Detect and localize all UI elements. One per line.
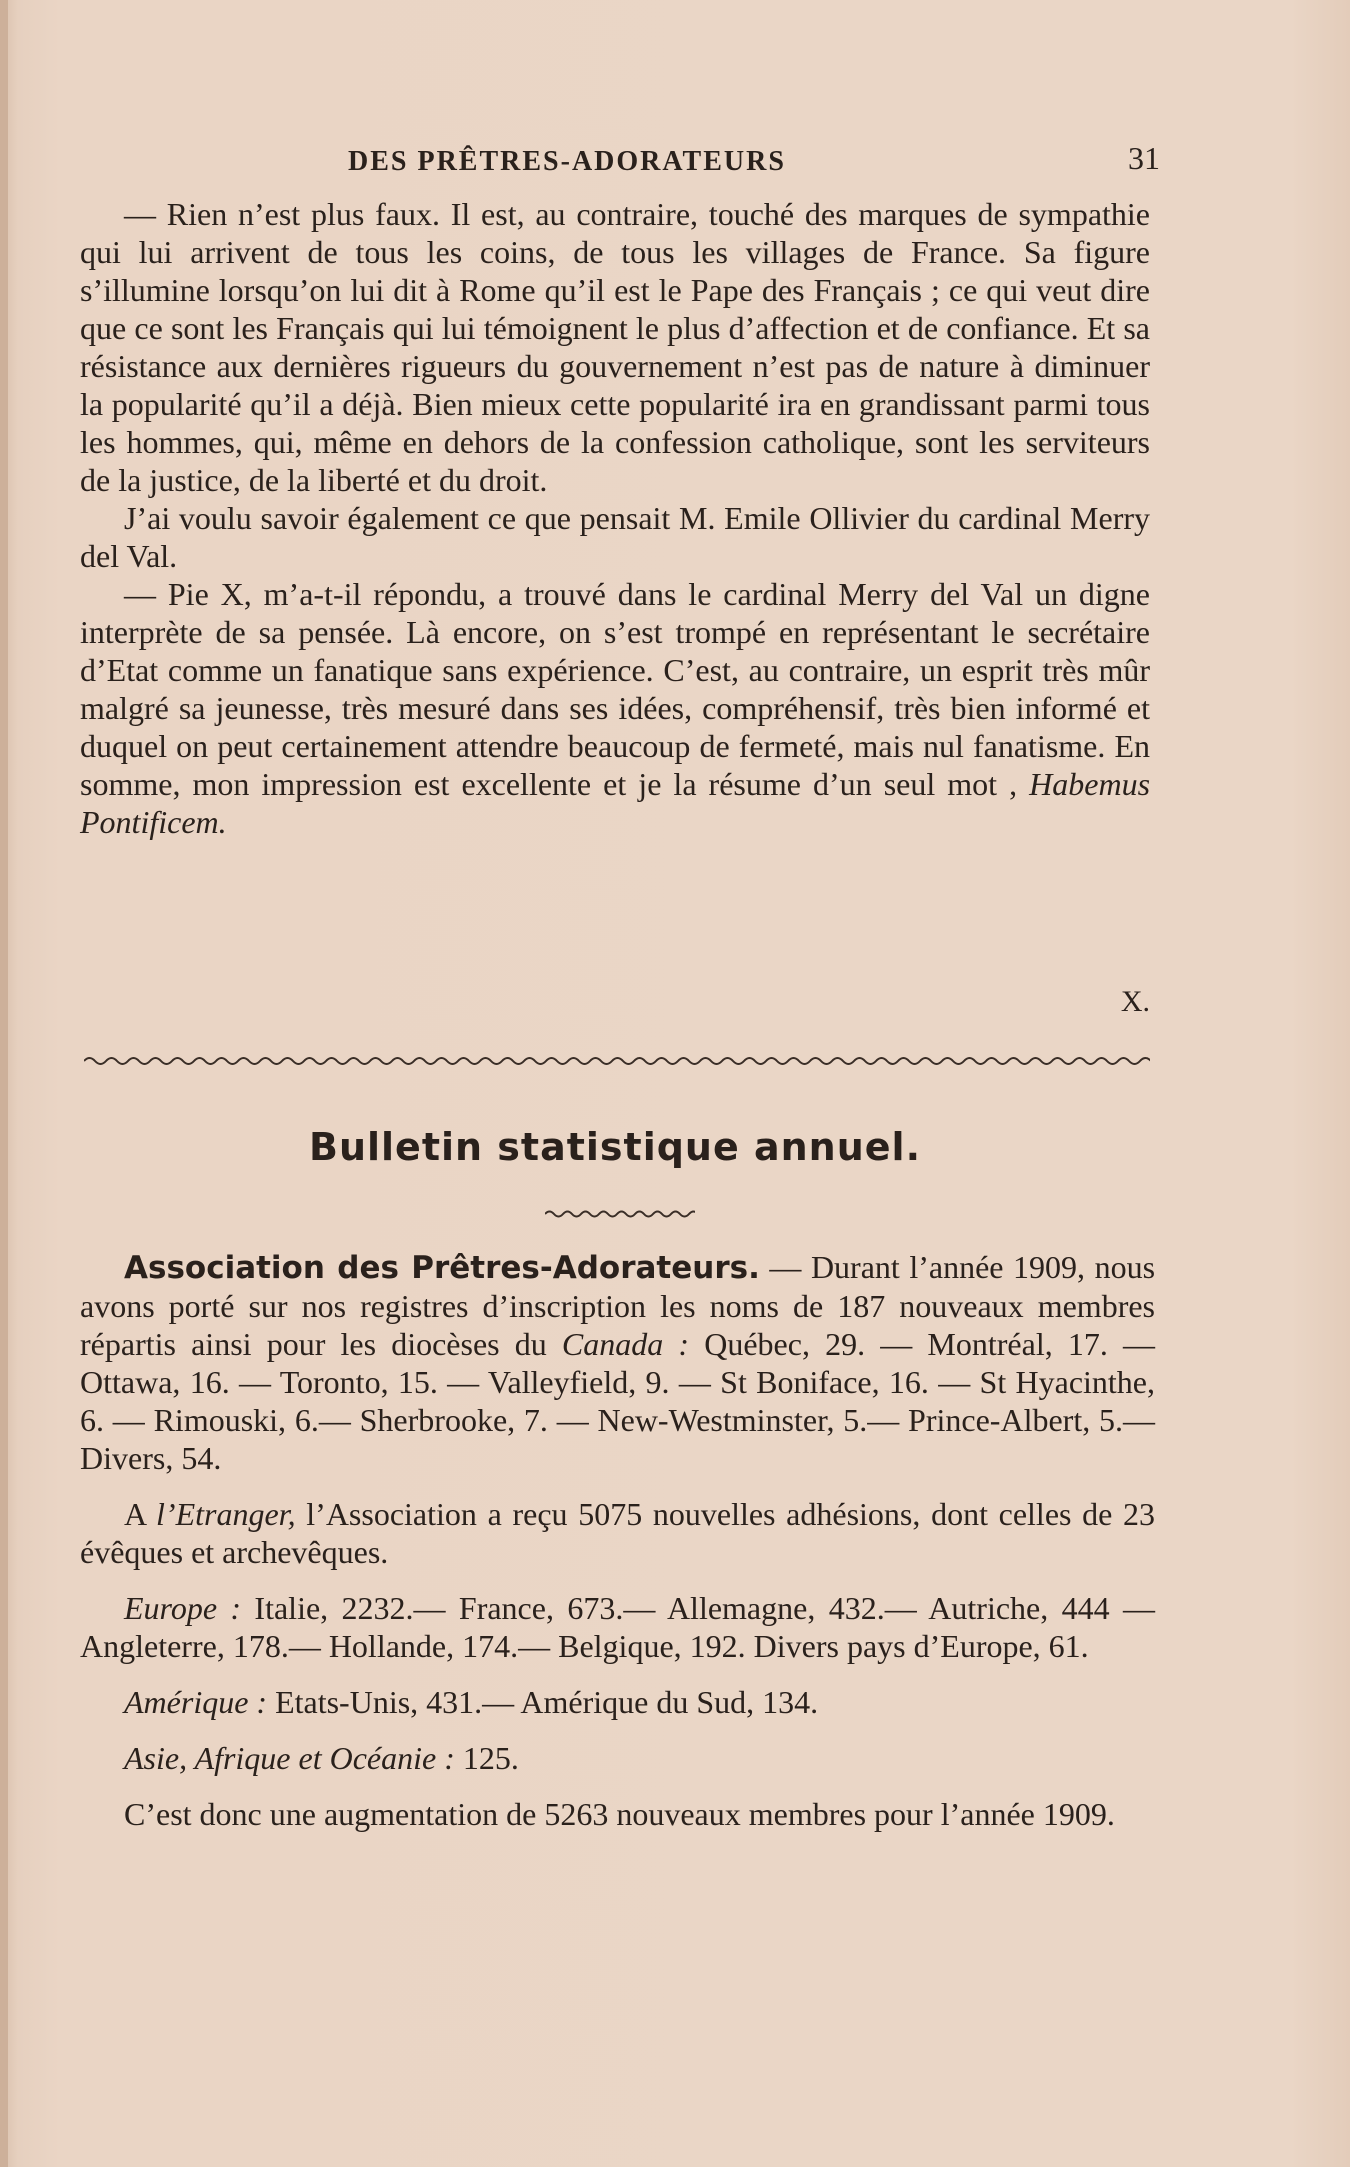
page-spine-edge: [0, 0, 8, 2167]
paragraph-question: J’ai voulu savoir également ce que pensait M. Emile Ollivier du cardinal Merry del Val.: [80, 500, 1150, 574]
etranger-a: A: [124, 1496, 146, 1532]
asie-figures: 125.: [462, 1740, 519, 1776]
europe-figures: Italie, 2232.— France, 673.— Allemagne, 432.— Autriche, 444 — Angleterre, 178.— Hollande, 174.— Belgique, 192. Divers pays d’Europe, 61.: [80, 1590, 1156, 1664]
wavy-divider: [84, 1053, 1150, 1069]
article-text: [80, 195, 1150, 841]
canada-label: Canada :: [561, 1326, 690, 1362]
paragraph-reply: — Rien n’est plus faux. Il est, au contraire, touché des marques de sympathie qui lui arrivent de tous les coins, de tous les villages de France. Sa figure s’illumine lorsqu’on lui dit à Rome qu’il est le Pape des Français ; ce qui veut dire que ce sont les Français qui lui témoignent le plus d’affection et de confiance. Et sa résistance aux dernières rigueurs du gouvernement n’est pas de nature à diminuer la popularité qu’il a déjà. Bien mieux cette popularité ira en grandissant parmi tous les hommes, qui, même en dehors de la confession catholique, sont les serviteurs de la justice, de la liberté et du droit.: [80, 196, 1150, 498]
amerique-label: Amérique :: [124, 1684, 268, 1720]
paragraph-answer: [80, 575, 1150, 841]
asie-label: Asie, Afrique et Océanie :: [124, 1740, 455, 1776]
association-intro: — Durant l’année 1909, nous avons porté sur nos registres d’inscription les noms de 187 nouveaux membres répartis ainsi pour les diocèses du: [80, 1249, 1156, 1362]
section-title: Bulletin statistique annuel.: [308, 1125, 922, 1169]
running-head: [80, 140, 1160, 180]
etranger-figures: l’Association a reçu 5075 nouvelles adhésions, dont celles de 23 évêques et archevêques.: [80, 1496, 1156, 1570]
latin-quote: Habemus Pontificem.: [80, 766, 1151, 840]
paragraph-amerique: [80, 1683, 1155, 1721]
answer-text: — Pie X, m’a-t-il répondu, a trouvé dans le cardinal Merry del Val un digne interprète de sa pensée. Là encore, on s’est trompé en représentant le secrétaire d’Etat comme un fanatique sans expérience. C’est, au contraire, un esprit très mûr malgré sa jeunesse, très mesuré dans ses idées, compréhensif, très bien informé et duquel on peut certainement attendre beaucoup de fermeté, mais nul fanatisme. En somme, mon impression est excellente et je la résume d’un seul mot ,: [80, 576, 1150, 802]
paragraph-conclusion: C’est donc une augmentation de 5263 nouveaux membres pour l’année 1909.: [124, 1796, 1115, 1832]
paragraph-europe: [80, 1589, 1155, 1665]
paragraph-asie: [80, 1739, 1155, 1777]
amerique-figures: Etats-Unis, 431.— Amérique du Sud, 134.: [275, 1684, 819, 1720]
title-ornament: [545, 1207, 695, 1221]
europe-label: Europe :: [124, 1590, 242, 1626]
author-signature: X.: [1120, 985, 1150, 1018]
canada-figures: Québec, 29. — Montréal, 17. — Ottawa, 16. — Toronto, 15. — Valleyfield, 9. — St Boniface, 16. — St Hyacinthe, 6. — Rimouski, 6.— Sherbrooke, 7. — New-Westminster, 5.— Prince-Albert, 5.— Divers, 54.: [80, 1326, 1156, 1476]
association-heading: Association des Prêtres-Adorateurs.: [124, 1250, 760, 1286]
page-number: 31: [1128, 140, 1160, 176]
running-title: DES PRÊTRES-ADORATEURS: [348, 146, 786, 177]
etranger-label: l’Etranger,: [156, 1496, 296, 1532]
paragraph-etranger: [80, 1495, 1155, 1571]
bulletin-text: [80, 1248, 1155, 1851]
paragraph-canada: [80, 1248, 1155, 1477]
